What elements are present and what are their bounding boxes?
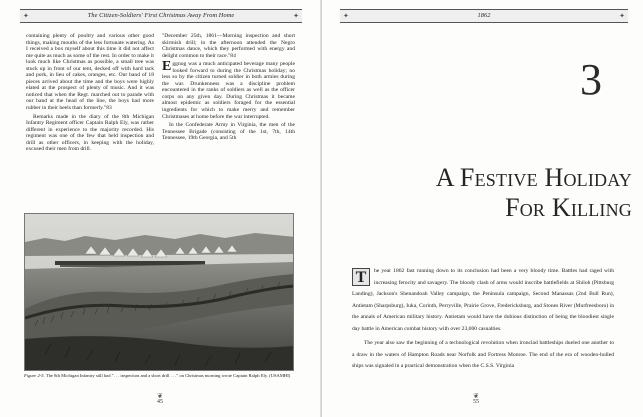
- caption-label: Figure 2-5.: [24, 373, 45, 378]
- figure-photo: [24, 213, 294, 371]
- page-number-left: [145, 393, 175, 405]
- paragraph: Remarks made in the diary of the 8th Michigan Infantry Regiment officer Captain Ralph Ely, was rather different in experience to the majority recorded. His regiment was one of the few that held inspection and drill as other officers, in keeping with the holiday, excused their men from drill.: [26, 113, 154, 153]
- chapter-number: 3: [580, 55, 602, 104]
- drop-cap: T: [352, 268, 370, 286]
- paragraph: containing plenty of poultry and various other good things, making mouths of the less fortunate watering. As I received a box myself about this time it did not affect me quite as much as some of the rest. In order to make it look much like Christmas as possible, a small tree was stuck up in front of our tent, decked off with hard tack and pork, in lieu of cakes, oranges, etc. Our band of 18 pieces arrived about the time and the boys were highly elated at the prospect of plenty of music. And it was noticed that when the Regt. marched out to parade with our band at the head of the line, the boys had more rubber in their heels than formerly."83: [26, 33, 154, 112]
- paragraph: Eggnog was a much anticipated beverage many people looked forward to during the Christmas holiday; no less so by the citizen turned soldier in both armies during the war. Drunkenness was a discipline problem encountered in the ranks of soldiers as well as the officer corps on any given day. During Christmas it became almost epidemic as soldiers foraged for the essential ingredients for which to make merry and remember Christmases at home before the war interrupted.: [162, 59, 295, 120]
- figure-caption: [24, 373, 296, 379]
- caption-text: The 8th Michigan Infantry still had ". . . inspection and a short drill . . ." on Christmas morning wrote Captain Ralph Ely. (USAMHI): [44, 373, 291, 378]
- paragraph: T he year 1862 fast running down to its conclusion had been a very bloody time. Battles had raged with increasing ferocity and savagery. The bloody clash of arms would inscribe battlefields at Shiloh (Pittsburg Landing), Jackson's Shenandoah Valley campaign, the Peninsula campaign, Second Manassas (2nd Bull Run), Antietam (Sharpsburg), Iuka, Corinth, Perryville, Prairie Grove, Fredericksburg, and Stones River (Murfreesboro) in the annals of American military history. Antietam would have the dubious distinction of being the bloodiest single day battle in American combat history with over 23,000 casualties.: [352, 268, 614, 332]
- left-column-2: [162, 33, 295, 142]
- chapter-title-line-2: For Killing: [505, 193, 632, 222]
- header-ornament-icon: ✦: [343, 12, 349, 20]
- left-page: [0, 0, 321, 417]
- folio-ornament-icon: ❦: [473, 392, 479, 400]
- right-page: [322, 0, 643, 417]
- header-ornament-icon: ✦: [619, 12, 625, 20]
- folio-ornament-icon: ❦: [157, 392, 163, 400]
- running-title: 1862: [477, 12, 491, 19]
- paragraph: The year also saw the beginning of a technological revolution when ironclad battleships dueled one another to a draw in the waters of Hampton Roads near Norfolk and Fortress Monroe. The end of the era of wooden-hulled ships was signaled in a practical demonstration when the C.S.S. Virginia: [352, 340, 614, 369]
- chapter-body: [352, 266, 614, 376]
- running-header-right: [340, 9, 628, 23]
- page-number-right: [461, 393, 491, 405]
- page-number: 45: [157, 399, 163, 405]
- paragraph: In the Confederate Army in Virginia, the men of the Tennessee Brigade (consisting of the 1st, 7th, 14th Tennessee, 19th Georgia, and 5th: [162, 122, 295, 142]
- running-title: The Citizen-Soldiers' First Christmas Away From Home: [87, 12, 235, 19]
- chapter-title-line-1: A Festive Holiday: [435, 163, 632, 192]
- drop-cap: E: [162, 59, 172, 75]
- diary-quote: "December 25th, 1861—Morning inspection and short skirmish drill; in the afternoon attended the Negro Christmas dance, which they performed with energy and delight common to their race."84: [162, 33, 295, 59]
- chapter-title: [412, 163, 632, 223]
- page-number: 55: [473, 399, 479, 405]
- running-header-left: [20, 9, 302, 23]
- header-ornament-icon: ✦: [23, 12, 29, 20]
- historic-photo-image: [25, 214, 294, 371]
- header-ornament-icon: ✦: [293, 12, 299, 20]
- left-column-1: [26, 33, 154, 153]
